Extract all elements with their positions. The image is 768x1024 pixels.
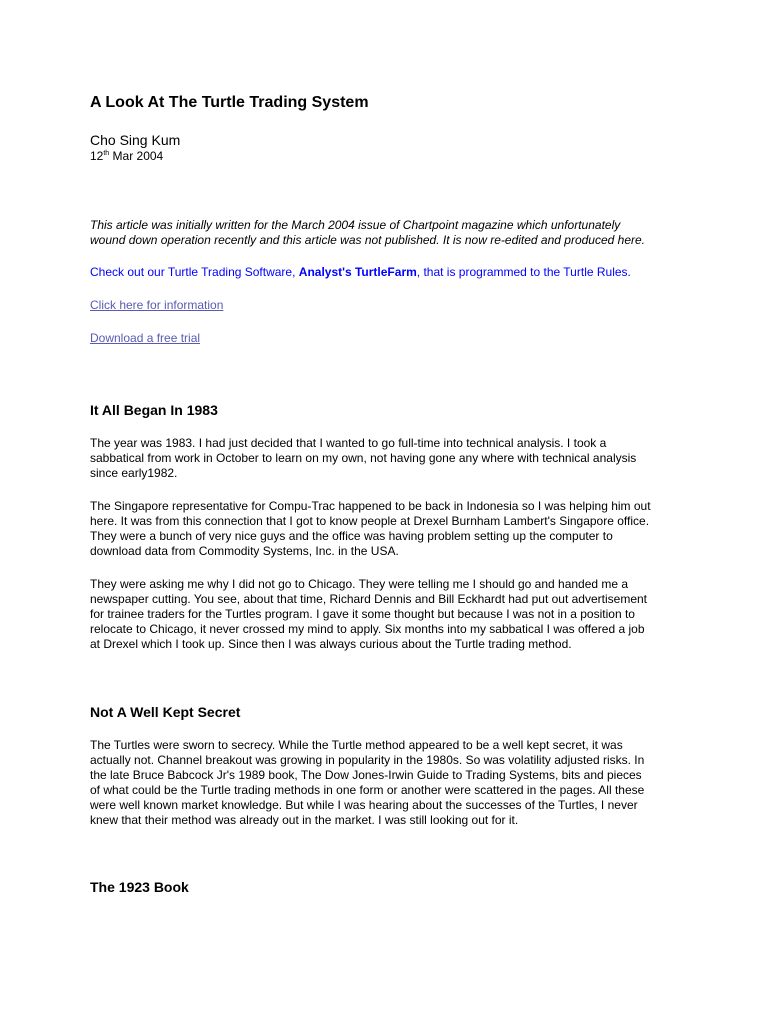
paragraph-line: The Singapore representative for Compu-Trac happened to be back in Indonesia so I was helping him out [90, 499, 651, 513]
paragraph-line: They were asking me why I did not go to Chicago. They were telling me I should go and handed me a [90, 577, 629, 591]
paragraph [90, 577, 647, 652]
intro-note [90, 218, 645, 248]
paragraph-line: of what could be the Turtle trading methods in one form or another were scattered in the pages. All these [90, 783, 645, 797]
paragraph-line: They were a bunch of very nice guys and the office was having problem setting up the computer to [90, 529, 613, 543]
paragraph-line: download data from Commodity Systems, Inc. in the USA. [90, 544, 399, 558]
date-day: 12 [90, 149, 104, 163]
paragraph [90, 738, 644, 828]
paragraph-line: The Turtles were sworn to secrecy. While the Turtle method appeared to be a well kept secret, it was [90, 738, 623, 752]
promo-line [90, 265, 631, 280]
date-suffix: th [103, 150, 110, 157]
intro-line: wound down operation recently and this article was not published. It is now re-edited and produced here. [90, 233, 646, 247]
date-month-year: Mar 2004 [109, 149, 164, 163]
paragraph-line: since early1982. [90, 466, 178, 480]
intro-line: This article was initially written for the March 2004 issue of Chartpoint magazine which unfortunately [90, 218, 621, 232]
publication-date [90, 149, 163, 163]
paragraph-line: sabbatical from work in October to learn on my own, not having gone any where with technical analysis [90, 451, 637, 465]
article-title: A Look At The Turtle Trading System [90, 94, 369, 111]
promo-after: , that is programmed to the Turtle Rules. [416, 265, 631, 279]
author-name: Cho Sing Kum [90, 132, 181, 148]
section-heading: Not A Well Kept Secret [90, 704, 241, 720]
paragraph-line: the late Bruce Babcock Jr's 1989 book, The Dow Jones-Irwin Guide to Trading Systems, bits and pieces [90, 768, 642, 782]
paragraph-line: at Drexel which I took up. Since then I was always curious about the Turtle trading method. [90, 637, 572, 651]
paragraph-line: were well known market knowledge. But while I was hearing about the successes of the Turtles, I never [90, 798, 638, 812]
promo-before: Check out our Turtle Trading Software, [90, 265, 299, 279]
info-link[interactable]: Click here for information [90, 298, 224, 312]
paragraph-line: actually not. Channel breakout was growing in popularity in the 1980s. So was volatility adjusted risks. In [90, 753, 645, 767]
paragraph-line: knew that their method was already out in the market. I was still looking out for it. [90, 813, 519, 827]
paragraph-line: for trainee traders for the Turtles program. I gave it some thought but because I was not in a position to [90, 607, 635, 621]
paragraph-line: The year was 1983. I had just decided that I wanted to go full-time into technical analysis. I took a [90, 436, 607, 450]
section-heading: It All Began In 1983 [90, 402, 218, 418]
free-trial-link[interactable]: Download a free trial [90, 331, 201, 345]
section-heading: The 1923 Book [90, 879, 189, 895]
paragraph-line: relocate to Chicago, it never crossed my mind to apply. Six months into my sabbatical I was offered a job [90, 622, 645, 636]
paragraph-line: here. It was from this connection that I got to know people at Drexel Burnham Lambert's Singapore office. [90, 514, 650, 528]
paragraph [90, 499, 651, 559]
paragraph-line: newspaper cutting. You see, about that time, Richard Dennis and Bill Eckhardt had put out advertisement [90, 592, 648, 606]
promo-product-name: Analyst's TurtleFarm [298, 265, 417, 279]
paragraph [90, 436, 636, 481]
